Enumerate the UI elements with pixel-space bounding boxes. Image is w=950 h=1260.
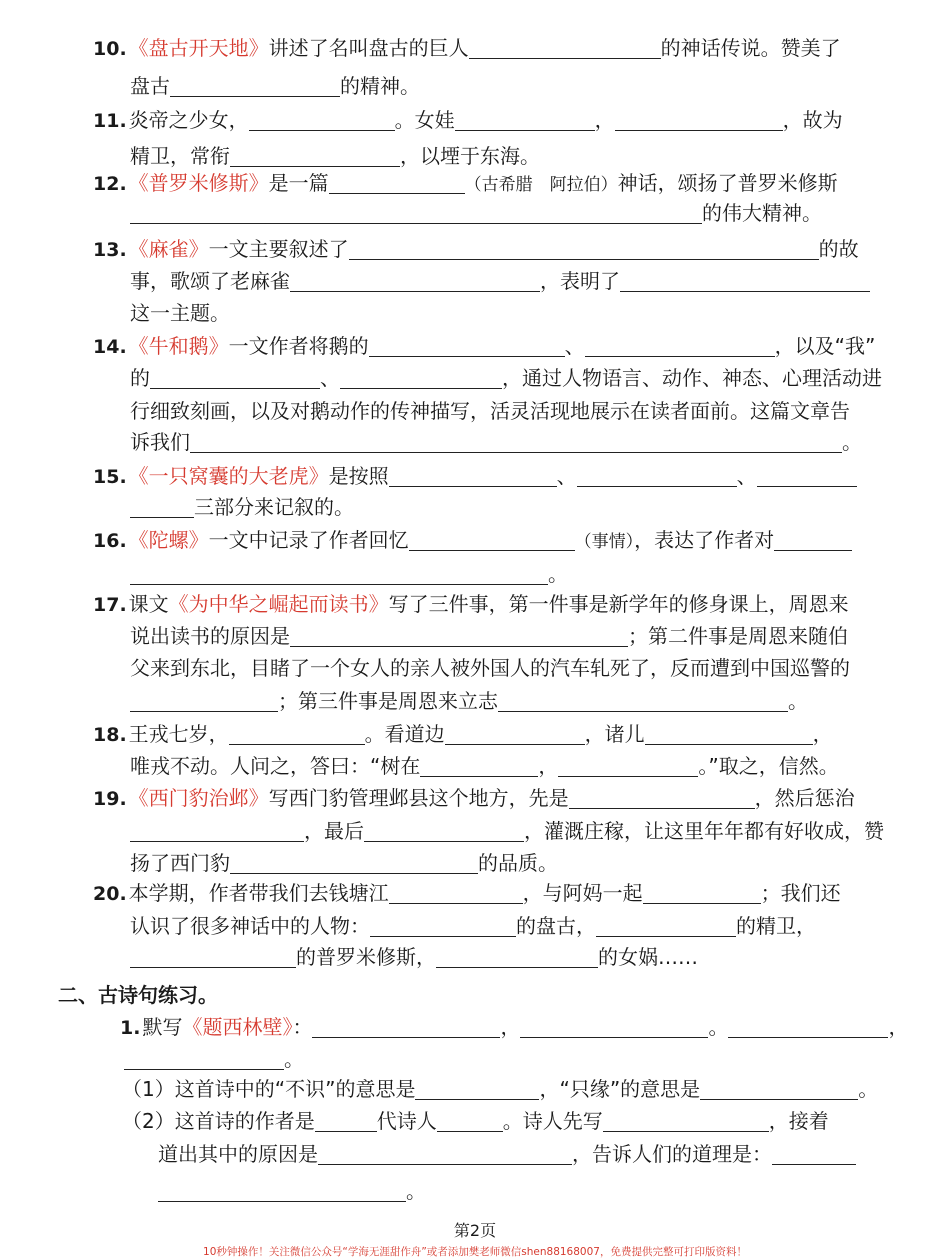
question-12-line-1 — [93, 168, 838, 200]
question-number: 1. — [120, 1017, 141, 1039]
lesson-title: 《盘古开天地》 — [128, 36, 269, 60]
text: 的精神。 — [340, 74, 420, 98]
answer-blank[interactable] — [190, 430, 842, 453]
answer-blank[interactable] — [290, 624, 628, 647]
answer-blank[interactable] — [130, 819, 304, 842]
answer-blank[interactable] — [340, 366, 502, 389]
text: ， — [500, 1015, 521, 1039]
question-10-line-2 — [130, 71, 420, 101]
text: 。 — [548, 562, 568, 586]
answer-blank[interactable] — [585, 334, 775, 357]
text: 。 — [842, 430, 862, 454]
section-heading: 二、古诗句练习。 — [58, 983, 218, 1007]
answer-blank[interactable] — [130, 562, 548, 585]
text: 这一主题。 — [130, 301, 230, 325]
answer-blank[interactable] — [170, 74, 340, 97]
lesson-title: 《陀螺》 — [128, 528, 209, 552]
answer-blank[interactable] — [369, 334, 565, 357]
answer-blank[interactable] — [158, 1179, 406, 1202]
question-number: 18. — [93, 724, 127, 746]
text: 扬了西门豹 — [130, 851, 230, 875]
answer-blank[interactable] — [757, 464, 857, 487]
text: 、 — [556, 464, 577, 488]
text: ，告诉人们的道理是： — [572, 1142, 772, 1166]
question-13-line-3 — [130, 298, 230, 328]
answer-blank[interactable] — [249, 108, 395, 131]
answer-blank[interactable] — [520, 1015, 708, 1038]
text: 、 — [320, 366, 340, 390]
text: 一文主要叙述了 — [208, 237, 349, 261]
answer-blank[interactable] — [329, 171, 465, 194]
text: 写西门豹管理邺县这个地方，先是 — [268, 786, 569, 810]
text: ，然后惩治 — [754, 786, 855, 810]
text: ，诸儿 — [584, 722, 645, 746]
answer-blank[interactable] — [229, 722, 365, 745]
text: 讲述了名叫盘古的巨人 — [268, 36, 469, 60]
question-14-line-1 — [93, 331, 875, 362]
text: 的故 — [818, 237, 859, 261]
text: 的伟大精神。 — [702, 201, 822, 225]
text: 代诗人 — [376, 1109, 437, 1133]
text: 三部分来记叙的。 — [194, 495, 354, 519]
answer-blank[interactable] — [577, 464, 737, 487]
question-17-line-4 — [130, 686, 808, 716]
text: 唯戎不动。人问之，答曰：“树在 — [130, 754, 421, 778]
answer-blank[interactable] — [700, 1077, 858, 1100]
question-18-line-1 — [93, 719, 833, 750]
question-20-line-2 — [130, 911, 816, 941]
poem-subquestion-1 — [122, 1074, 878, 1104]
choice-options: （古希腊 阿拉伯） — [464, 175, 618, 195]
text: 说出读书的原因是 — [130, 624, 290, 648]
text: ，以及“我” — [774, 334, 876, 358]
text: 。诗人先写 — [502, 1109, 603, 1133]
answer-blank[interactable] — [420, 754, 538, 777]
text: 、 — [736, 464, 757, 488]
text: 是按照 — [328, 464, 389, 488]
answer-blank[interactable] — [364, 819, 524, 842]
question-11-line-1 — [93, 105, 843, 136]
text: 盘古 — [130, 74, 170, 98]
question-number: 17. — [93, 594, 127, 616]
footer-note: 10秒钟操作！关注微信公众号“学海无涯甜作舟”或者添加樊老师微信shen88168007，免费提供完整可打印版资料！ — [203, 1246, 747, 1258]
poem-subquestion-2-line-2 — [158, 1139, 856, 1169]
text: 行细致刻画，以及对鹅动作的传神描写，活灵活现地展示在读者面前。这篇文章告 — [130, 399, 850, 423]
text: 。 — [858, 1077, 879, 1101]
text: ；第三件事是周恩来立志 — [278, 689, 498, 713]
text: ，表达了作者对 — [634, 528, 775, 552]
question-14-line-2 — [130, 363, 882, 393]
answer-blank[interactable] — [130, 945, 296, 968]
text: ： — [292, 1015, 313, 1039]
lesson-title: 《题西林壁》 — [182, 1015, 293, 1039]
answer-blank[interactable] — [603, 1109, 769, 1132]
question-19-line-3 — [130, 848, 558, 878]
question-16-line-2 — [130, 559, 568, 589]
text: （2）这首诗的作者是 — [122, 1109, 315, 1133]
text: ， — [888, 1015, 909, 1039]
text: ，通过人物语言、动作、神态、心理活动进 — [502, 366, 882, 390]
question-15-line-2 — [130, 492, 354, 522]
question-number: 13. — [93, 239, 127, 261]
text: ；我们还 — [760, 881, 841, 905]
question-11-line-2 — [130, 141, 540, 171]
text: 道出其中的原因是 — [158, 1142, 318, 1166]
question-10-line-1 — [93, 33, 841, 64]
lesson-title: 《普罗米修斯》 — [128, 171, 269, 195]
text: ， — [812, 722, 833, 746]
poem-question-1-line-2 — [124, 1044, 304, 1074]
question-number: 19. — [93, 788, 127, 810]
text: 父来到东北，目睹了一个女人的亲人被外国人的汽车轧死了，反而遭到中国巡警的 — [130, 656, 850, 680]
question-number: 15. — [93, 466, 127, 488]
answer-blank[interactable] — [389, 881, 523, 904]
text: 的 — [130, 366, 150, 390]
text: ，灌溉庄稼，让这里年年都有好收成，赞 — [524, 819, 884, 843]
answer-blank[interactable] — [370, 914, 516, 937]
text: 的盘古， — [516, 914, 596, 938]
answer-blank[interactable] — [409, 528, 575, 551]
text: 神话，颂扬了普罗米修斯 — [617, 171, 838, 195]
answer-blank[interactable] — [455, 108, 595, 131]
text: 的品质。 — [478, 851, 558, 875]
text: 一文中记录了作者回忆 — [208, 528, 409, 552]
text: 。看道边 — [364, 722, 445, 746]
answer-blank[interactable] — [615, 108, 783, 131]
answer-blank[interactable] — [230, 144, 400, 167]
lesson-title: 《牛和鹅》 — [128, 334, 229, 358]
answer-blank[interactable] — [349, 237, 819, 260]
text: ，“只缘”的意思是 — [539, 1077, 701, 1101]
text: ，接着 — [768, 1109, 829, 1133]
text: ，以堙于东海。 — [400, 144, 540, 168]
question-16-line-1 — [93, 525, 852, 557]
text: 的精卫， — [736, 914, 816, 938]
answer-blank[interactable] — [230, 851, 478, 874]
answer-blank[interactable] — [130, 201, 702, 224]
answer-blank[interactable] — [436, 945, 598, 968]
answer-blank[interactable] — [774, 528, 852, 551]
answer-blank[interactable] — [445, 722, 585, 745]
answer-blank[interactable] — [596, 914, 736, 937]
lesson-title: 《一只窝囊的大老虎》 — [128, 464, 329, 488]
question-14-line-4 — [130, 427, 862, 457]
poem-subquestion-2-line-3 — [158, 1176, 426, 1206]
answer-blank[interactable] — [772, 1142, 856, 1165]
answer-blank[interactable] — [315, 1109, 377, 1132]
text: 。 — [788, 689, 808, 713]
poem-question-1-line-1 — [120, 1012, 908, 1043]
text: ， — [594, 108, 615, 132]
text: 。 — [708, 1015, 729, 1039]
text: 。”取之，信然。 — [698, 754, 839, 778]
answer-blank[interactable] — [389, 464, 557, 487]
question-number: 14. — [93, 336, 127, 358]
text: 是一篇 — [268, 171, 329, 195]
answer-blank[interactable] — [290, 269, 540, 292]
answer-blank[interactable] — [437, 1109, 503, 1132]
question-14-line-3 — [130, 396, 850, 426]
answer-blank[interactable] — [312, 1015, 500, 1038]
question-17-line-2 — [130, 621, 848, 651]
question-18-line-2 — [130, 751, 839, 781]
text: 认识了很多神话中的人物： — [130, 914, 370, 938]
text: ，表明了 — [540, 269, 620, 293]
text: 事，歌颂了老麻雀 — [130, 269, 290, 293]
question-13-line-1 — [93, 234, 859, 265]
question-20-line-3 — [130, 942, 698, 972]
answer-blank[interactable] — [130, 495, 194, 518]
question-number: 20. — [93, 883, 127, 905]
question-12-line-2 — [130, 198, 822, 228]
question-17-line-3 — [130, 653, 850, 683]
answer-blank[interactable] — [643, 881, 761, 904]
text: 王戎七岁， — [128, 722, 229, 746]
answer-blank[interactable] — [558, 754, 698, 777]
text: 默写 — [142, 1015, 183, 1039]
question-number: 12. — [93, 173, 127, 195]
note: （事情） — [574, 532, 635, 552]
text: 、 — [564, 334, 585, 358]
answer-blank[interactable] — [124, 1047, 284, 1070]
question-15-line-1 — [93, 461, 857, 492]
lesson-title: 《为中华之崛起而读书》 — [168, 592, 389, 616]
page-number: 第2页 — [453, 1221, 497, 1240]
text: 的女娲…… — [598, 945, 698, 969]
question-17-line-1 — [93, 589, 849, 620]
text: 一文作者将鹅的 — [228, 334, 369, 358]
poem-subquestion-2-line-1 — [122, 1106, 829, 1136]
answer-blank[interactable] — [728, 1015, 888, 1038]
question-19-line-1 — [93, 783, 855, 814]
text: 诉我们 — [130, 430, 190, 454]
question-13-line-2 — [130, 266, 870, 296]
lesson-title: 《西门豹治邺》 — [128, 786, 269, 810]
lesson-title: 《麻雀》 — [128, 237, 209, 261]
text: ，最后 — [304, 819, 364, 843]
answer-blank[interactable] — [318, 1142, 572, 1165]
text: 本学期，作者带我们去钱塘江 — [128, 881, 389, 905]
text: 。女娃 — [394, 108, 455, 132]
text: ，故为 — [782, 108, 843, 132]
text: ；第二件事是周恩来随伯 — [628, 624, 848, 648]
text: ，与阿妈一起 — [522, 881, 643, 905]
text: 的神话传说。赞美了 — [660, 36, 841, 60]
text: （1）这首诗中的“不识”的意思是 — [122, 1077, 416, 1101]
text: 写了三件事，第一件事是新学年的修身课上，周恩来 — [388, 592, 849, 616]
answer-blank[interactable] — [645, 722, 813, 745]
text: 课文 — [128, 592, 169, 616]
question-number: 10. — [93, 38, 127, 60]
answer-blank[interactable] — [150, 366, 320, 389]
text: 的普罗米修斯， — [296, 945, 436, 969]
text: 。 — [284, 1047, 304, 1071]
text: 。 — [406, 1179, 426, 1203]
question-19-line-2 — [130, 816, 884, 846]
question-number: 11. — [93, 110, 127, 132]
answer-blank[interactable] — [569, 786, 755, 809]
text: 精卫，常衔 — [130, 144, 230, 168]
text: ， — [538, 754, 559, 778]
answer-blank[interactable] — [498, 689, 788, 712]
answer-blank[interactable] — [620, 269, 870, 292]
answer-blank[interactable] — [130, 689, 278, 712]
answer-blank[interactable] — [469, 36, 661, 59]
question-number: 16. — [93, 530, 127, 552]
answer-blank[interactable] — [415, 1077, 539, 1100]
text: 炎帝之少女， — [128, 108, 249, 132]
question-20-line-1 — [93, 878, 841, 909]
